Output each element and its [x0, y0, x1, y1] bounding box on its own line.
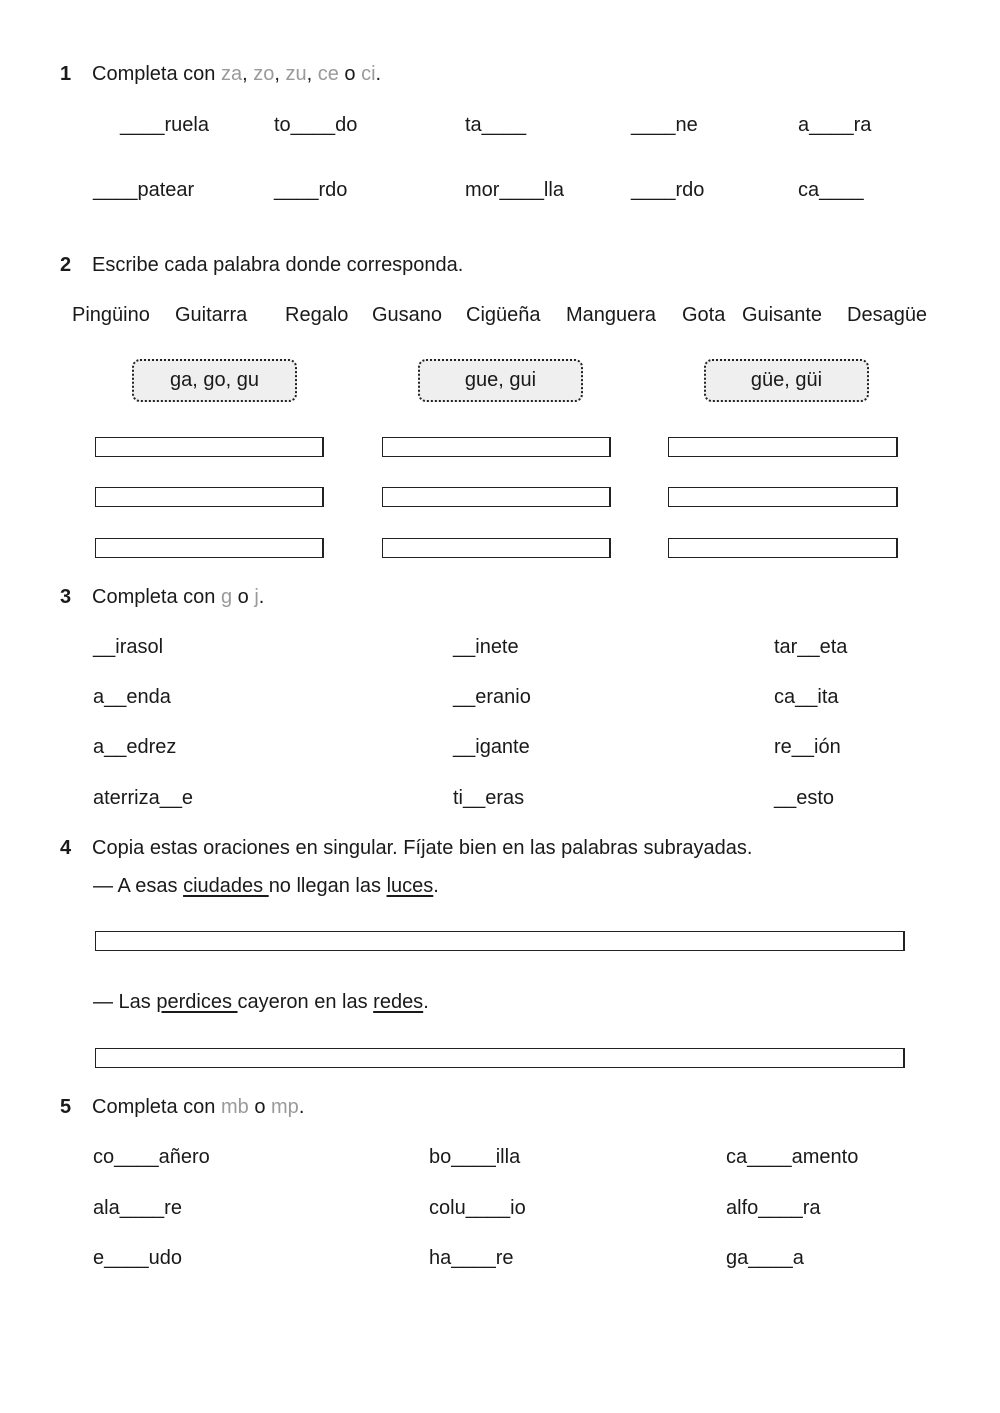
word-chip[interactable]: Cigüeña	[466, 304, 541, 326]
instruction-text: Completa con	[92, 1096, 221, 1118]
answer-box[interactable]	[668, 538, 898, 558]
underlined-word: luces	[386, 875, 434, 897]
answer-box-sentence-2[interactable]	[95, 1048, 905, 1068]
option-g: g	[220, 586, 233, 608]
dash: —	[93, 991, 113, 1013]
blank-word[interactable]: ____ruela	[120, 114, 209, 136]
conjunction: o	[248, 1096, 272, 1118]
blank-word[interactable]: __irasol	[93, 636, 164, 658]
exercise-4-instruction: Copia estas oraciones en singular. Fíjate bien en las palabras subrayadas.	[92, 837, 753, 859]
blank-word[interactable]: to____do	[274, 114, 358, 136]
answer-box[interactable]	[95, 437, 324, 457]
word-chip[interactable]: Gota	[682, 304, 726, 326]
word-chip[interactable]: Desagüe	[847, 304, 928, 326]
period: .	[258, 586, 265, 608]
sentence-text: A esas	[113, 875, 184, 897]
blank-word[interactable]: ala____re	[93, 1197, 182, 1219]
word-chip[interactable]: Guisante	[742, 304, 823, 326]
blank-word[interactable]: mor____lla	[465, 179, 564, 201]
option-zo: zo	[253, 63, 275, 85]
underlined-word: ciudades	[183, 875, 269, 897]
instruction-text: Completa con	[92, 63, 221, 85]
blank-word[interactable]: re__ión	[774, 736, 841, 758]
blank-word[interactable]: __esto	[774, 787, 835, 809]
blank-word[interactable]: ha____re	[429, 1247, 514, 1269]
blank-word[interactable]: __eranio	[453, 686, 531, 708]
separator: ,	[274, 63, 286, 85]
sentence-text: no llegan las	[268, 875, 387, 897]
blank-word[interactable]: __igante	[453, 736, 530, 758]
blank-word[interactable]: ____rdo	[631, 179, 705, 201]
underlined-word: perdices	[156, 991, 238, 1013]
blank-word[interactable]: ____rdo	[274, 179, 348, 201]
option-mb: mb	[220, 1096, 249, 1118]
group-label-gue-gui: gue, gui	[418, 359, 583, 402]
exercise-2-number: 2	[60, 254, 72, 276]
exercise-4-number: 4	[60, 837, 72, 859]
period: .	[298, 1096, 305, 1118]
answer-box[interactable]	[95, 538, 324, 558]
word-chip[interactable]: Regalo	[285, 304, 349, 326]
blank-word[interactable]: __inete	[453, 636, 519, 658]
sentence-text: Las	[113, 991, 157, 1013]
option-j: j	[254, 586, 259, 608]
answer-box[interactable]	[382, 487, 611, 507]
exercise-1-instruction	[92, 62, 381, 86]
sentence-text: cayeron en las	[237, 991, 374, 1013]
word-chip[interactable]: Pingüino	[72, 304, 150, 326]
word-chip[interactable]: Gusano	[372, 304, 443, 326]
exercise-5-number: 5	[60, 1096, 72, 1118]
option-ci: ci	[361, 63, 376, 85]
blank-word[interactable]: ca____amento	[726, 1146, 859, 1168]
blank-word[interactable]: colu____io	[429, 1197, 526, 1219]
answer-box[interactable]	[95, 487, 324, 507]
blank-word[interactable]: ti__eras	[453, 787, 525, 809]
answer-box[interactable]	[382, 538, 611, 558]
exercise-3-instruction	[92, 585, 264, 609]
dash: —	[93, 875, 113, 897]
blank-word[interactable]: ____patear	[93, 179, 195, 201]
blank-word[interactable]: co____añero	[93, 1146, 210, 1168]
blank-word[interactable]: e____udo	[93, 1247, 182, 1269]
instruction-text: Completa con	[92, 586, 221, 608]
blank-word[interactable]: bo____illa	[429, 1146, 521, 1168]
period: .	[433, 875, 439, 897]
blank-word[interactable]: ____ne	[631, 114, 698, 136]
sentence-2	[93, 990, 429, 1014]
blank-word[interactable]: tar__eta	[774, 636, 848, 658]
period: .	[423, 991, 429, 1013]
blank-word[interactable]: ca__ita	[774, 686, 839, 708]
exercise-2-instruction: Escribe cada palabra donde corresponda.	[92, 254, 464, 276]
separator: ,	[306, 63, 318, 85]
conjunction: o	[232, 586, 255, 608]
separator: ,	[242, 63, 254, 85]
word-chip[interactable]: Guitarra	[175, 304, 248, 326]
exercise-1-number: 1	[60, 63, 72, 85]
option-ce: ce	[317, 63, 339, 85]
blank-word[interactable]: ca____	[798, 179, 864, 201]
option-za: za	[220, 63, 243, 85]
blank-word[interactable]: ga____a	[726, 1247, 804, 1269]
option-zu: zu	[285, 63, 307, 85]
blank-word[interactable]: aterriza__e	[93, 787, 194, 809]
exercise-3-number: 3	[60, 586, 72, 608]
period: .	[375, 63, 382, 85]
blank-word[interactable]: a____ra	[798, 114, 872, 136]
exercise-5-instruction	[92, 1095, 304, 1119]
sentence-1	[93, 874, 439, 898]
underlined-word: redes	[373, 991, 424, 1013]
answer-box-sentence-1[interactable]	[95, 931, 905, 951]
blank-word[interactable]: ta____	[465, 114, 527, 136]
word-chip[interactable]: Manguera	[566, 304, 657, 326]
conjunction: o	[338, 63, 362, 85]
answer-box[interactable]	[668, 437, 898, 457]
group-label-ga-go-gu: ga, go, gu	[132, 359, 297, 402]
blank-word[interactable]: alfo____ra	[726, 1197, 821, 1219]
answer-box[interactable]	[668, 487, 898, 507]
blank-word[interactable]: a__enda	[93, 686, 171, 708]
answer-box[interactable]	[382, 437, 611, 457]
group-label-gue-gui-dieresis: güe, güi	[704, 359, 869, 402]
option-mp: mp	[271, 1096, 299, 1118]
blank-word[interactable]: a__edrez	[93, 736, 177, 758]
